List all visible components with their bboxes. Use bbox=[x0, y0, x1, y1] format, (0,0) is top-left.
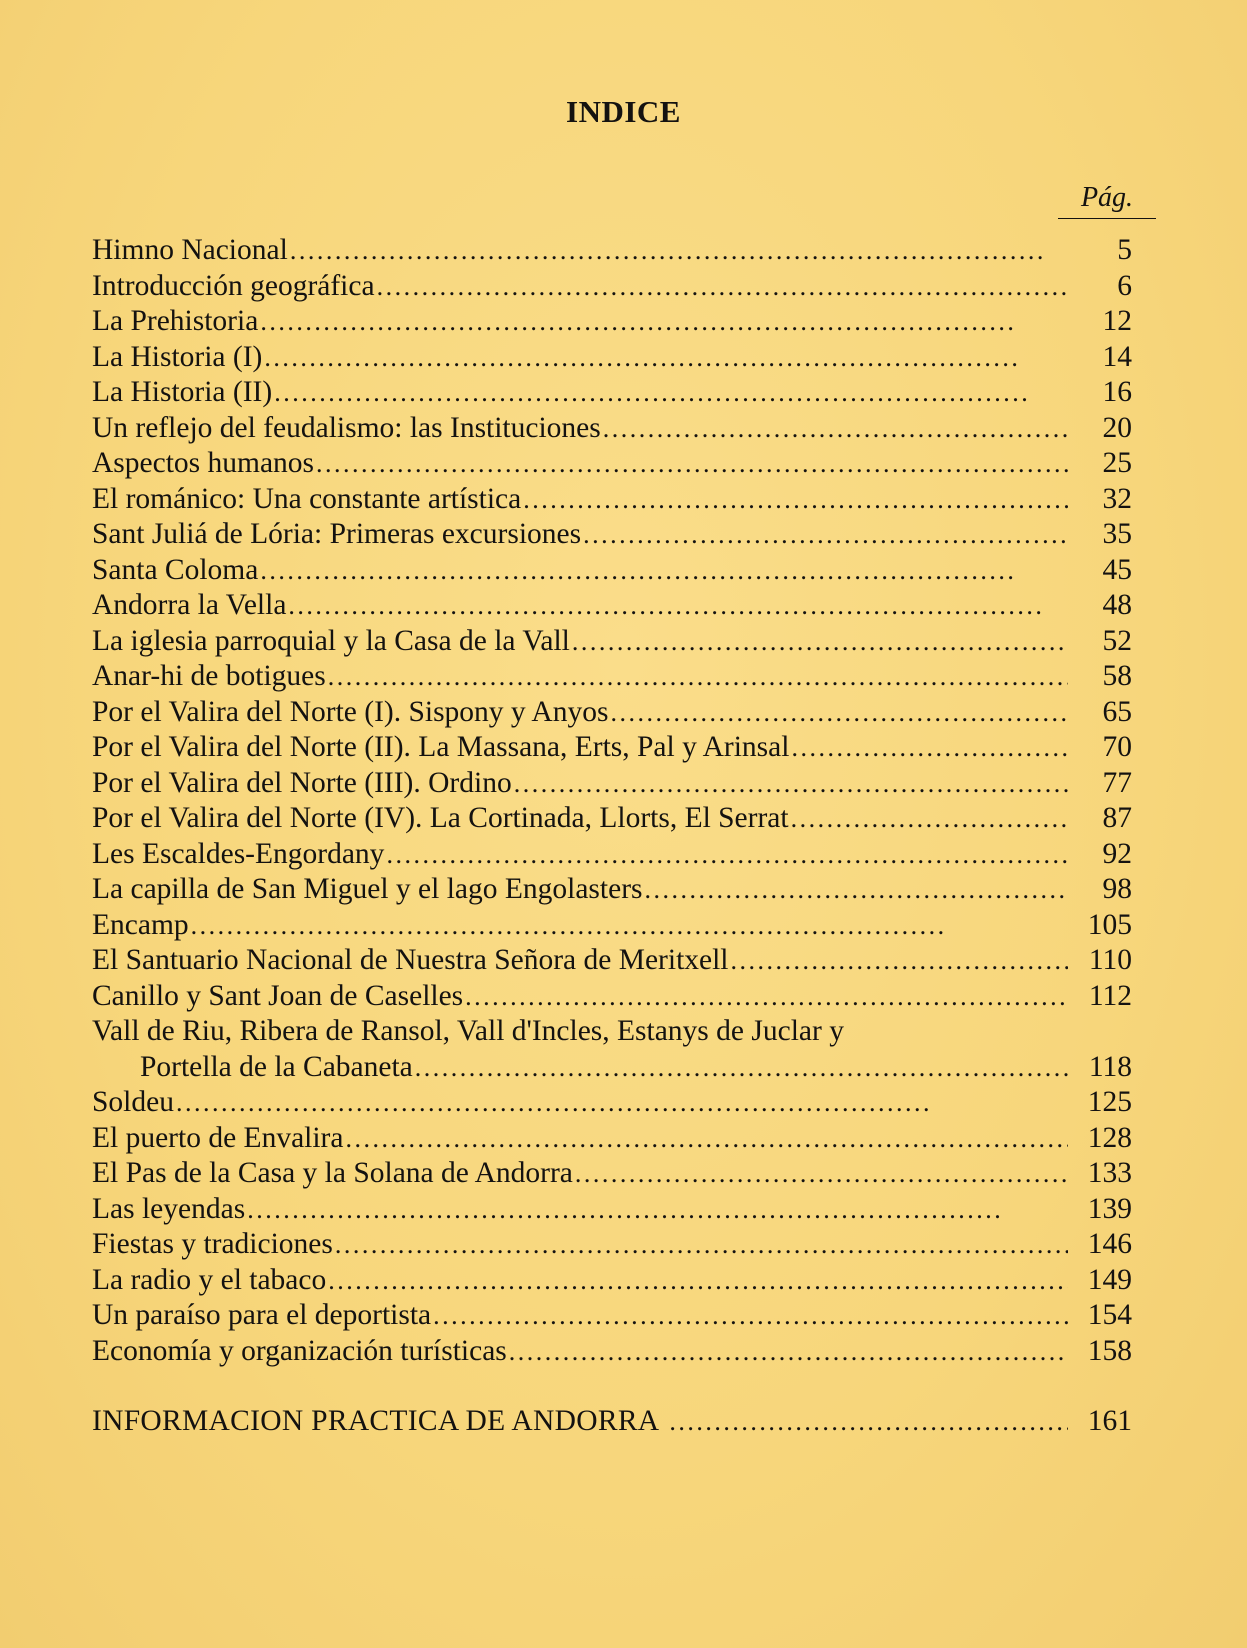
leader-dots bbox=[247, 1192, 1068, 1228]
toc-entry bbox=[92, 801, 1132, 837]
leader-dots bbox=[509, 1334, 1068, 1370]
leader-dots bbox=[415, 1050, 1068, 1086]
toc-entry-label: Himno Nacional bbox=[92, 234, 288, 266]
toc-entry bbox=[92, 1334, 1132, 1370]
toc-entry bbox=[92, 304, 1132, 340]
leader-dots bbox=[572, 624, 1068, 660]
leader-dots bbox=[328, 659, 1068, 695]
leader-dots bbox=[288, 588, 1068, 624]
toc-entry-label: Aspectos humanos bbox=[92, 447, 315, 479]
toc-entry bbox=[92, 624, 1132, 660]
toc-entry bbox=[92, 517, 1132, 553]
toc-entry bbox=[92, 837, 1132, 873]
toc-entry bbox=[92, 1298, 1132, 1334]
leader-dots bbox=[335, 1227, 1068, 1263]
toc-entry-label: Encamp bbox=[92, 908, 189, 941]
toc-entry-label: El románico: Una constante artística bbox=[92, 482, 522, 515]
toc-entry bbox=[92, 730, 1132, 766]
toc-entry-label: El Pas de la Casa y la Solana de Andorra bbox=[92, 1157, 573, 1189]
toc-page-number: 35 bbox=[1102, 518, 1132, 550]
toc-page-number: 125 bbox=[1087, 1086, 1132, 1118]
toc-entry-label: La radio y el tabaco bbox=[92, 1263, 327, 1296]
toc-page-number: 20 bbox=[1102, 411, 1132, 444]
toc-entry-label: Les Escaldes-Engordany bbox=[92, 837, 385, 870]
leader-dots bbox=[176, 1085, 1068, 1121]
toc-entry-label: Por el Valira del Norte (II). La Massana, Erts, Pal y Arinsal bbox=[92, 731, 790, 763]
toc-page-number: 105 bbox=[1087, 908, 1132, 941]
toc-entry bbox=[92, 588, 1132, 624]
toc-page-number: 128 bbox=[1087, 1121, 1132, 1154]
toc-entry bbox=[92, 269, 1132, 305]
toc-page-number: 14 bbox=[1102, 340, 1132, 373]
toc-entry bbox=[92, 1192, 1132, 1228]
leader-dots bbox=[260, 304, 1068, 340]
toc-page-number: 77 bbox=[1102, 766, 1132, 799]
leader-dots bbox=[583, 517, 1068, 553]
toc-entry-continuation bbox=[92, 1050, 1132, 1086]
leader-dots bbox=[523, 482, 1068, 518]
toc-entry bbox=[92, 1014, 1132, 1050]
toc-entry bbox=[92, 553, 1132, 589]
leader-dots bbox=[345, 1121, 1068, 1157]
toc-entry-label: La Prehistoria bbox=[92, 305, 259, 337]
toc-entry bbox=[92, 1085, 1132, 1121]
toc-entry bbox=[92, 1156, 1132, 1192]
leader-dots bbox=[316, 446, 1068, 482]
toc-entry bbox=[92, 446, 1132, 482]
leader-dots bbox=[731, 943, 1069, 979]
leader-dots bbox=[575, 1156, 1068, 1192]
leader-dots bbox=[669, 1407, 1068, 1437]
toc-page-number: 87 bbox=[1102, 802, 1132, 834]
toc-entry-label: Fiestas y tradiciones bbox=[92, 1228, 333, 1260]
toc-entry-label: Las leyendas bbox=[92, 1192, 246, 1225]
toc-page-number: 52 bbox=[1102, 624, 1132, 657]
toc-page-number: 16 bbox=[1102, 376, 1132, 408]
leader-dots bbox=[433, 1298, 1068, 1334]
leader-dots bbox=[260, 553, 1068, 589]
leader-dots bbox=[274, 375, 1068, 411]
leader-dots bbox=[328, 1263, 1068, 1299]
leader-dots bbox=[645, 872, 1068, 908]
toc-page-number: 6 bbox=[1117, 269, 1132, 302]
toc-entry-label: Economía y organización turísticas bbox=[92, 1334, 507, 1367]
page-title: INDICE bbox=[566, 94, 681, 129]
toc-entry-label: Un reflejo del feudalismo: las Instituciones bbox=[92, 411, 601, 444]
toc-entry-label-continuation: Portella de la Cabaneta bbox=[140, 1050, 413, 1083]
toc-entry-label: Vall de Riu, Ribera de Ransol, Vall d'Incles, Estanys de Juclar y bbox=[92, 1015, 844, 1047]
toc-page-number: 98 bbox=[1102, 873, 1132, 905]
toc-entry bbox=[92, 233, 1132, 269]
toc-entry-label: Por el Valira del Norte (I). Sispony y Anyos bbox=[92, 695, 609, 728]
toc-page-number: 158 bbox=[1087, 1334, 1132, 1367]
toc-page-number: 146 bbox=[1087, 1228, 1132, 1260]
leader-dots bbox=[791, 730, 1068, 766]
toc-entry-label: La capilla de San Miguel y el lago Engolasters bbox=[92, 873, 643, 905]
toc-page-number: 48 bbox=[1102, 589, 1132, 621]
toc-entry-label: El Santuario Nacional de Nuestra Señora de Meritxell bbox=[92, 944, 729, 976]
toc-entry bbox=[92, 979, 1132, 1015]
leader-dots bbox=[191, 908, 1068, 944]
leader-dots bbox=[264, 340, 1068, 376]
page-column-header: Pág. bbox=[1058, 182, 1156, 219]
toc-page-number: 149 bbox=[1087, 1263, 1132, 1296]
leader-dots bbox=[514, 766, 1068, 802]
leader-dots bbox=[377, 269, 1068, 305]
toc-entry bbox=[92, 659, 1132, 695]
toc-page-number: 32 bbox=[1102, 482, 1132, 515]
toc-entry-label: Santa Coloma bbox=[92, 553, 259, 586]
toc-entry-label: La iglesia parroquial y la Casa de la Vall bbox=[92, 624, 570, 657]
toc-entry bbox=[92, 766, 1132, 802]
leader-dots bbox=[465, 979, 1068, 1015]
toc-entry bbox=[92, 908, 1132, 944]
toc-page-number: 12 bbox=[1102, 305, 1132, 337]
toc-entry bbox=[92, 1227, 1132, 1263]
toc-entry bbox=[92, 1121, 1132, 1157]
toc-page-number: 25 bbox=[1102, 447, 1132, 479]
toc-entry bbox=[92, 1263, 1132, 1299]
toc-entry bbox=[92, 411, 1132, 447]
toc-page-number: 70 bbox=[1102, 731, 1132, 763]
toc-entry bbox=[92, 943, 1132, 979]
toc-page-number: 118 bbox=[1088, 1050, 1132, 1083]
toc-page-number: 45 bbox=[1102, 553, 1132, 586]
toc-page-number: 133 bbox=[1087, 1157, 1132, 1189]
table-of-contents bbox=[92, 233, 1132, 1369]
toc-page-number: 58 bbox=[1102, 660, 1132, 692]
toc-entry-label: Canillo y Sant Joan de Caselles bbox=[92, 979, 464, 1012]
toc-entry-label: Andorra la Vella bbox=[92, 589, 287, 621]
toc-entry-label: La Historia (II) bbox=[92, 376, 273, 408]
toc-page-number: 65 bbox=[1102, 695, 1132, 728]
toc-page-number: 161 bbox=[1087, 1405, 1132, 1437]
toc-entry bbox=[92, 872, 1132, 908]
toc-entry bbox=[92, 695, 1132, 731]
toc-entry-label: INFORMACION PRACTICA DE ANDORRA bbox=[92, 1405, 660, 1437]
toc-entry-label: El puerto de Envalira bbox=[92, 1121, 344, 1154]
leader-dots bbox=[603, 411, 1068, 447]
toc-entry-label: Anar-hi de botigues bbox=[92, 660, 326, 692]
toc-page-number: 112 bbox=[1088, 979, 1132, 1012]
toc-page-number: 92 bbox=[1102, 837, 1132, 870]
toc-page-number: 139 bbox=[1087, 1192, 1132, 1225]
toc-entry-label: Introducción geográfica bbox=[92, 269, 375, 302]
toc-entry-label: Soldeu bbox=[92, 1086, 174, 1118]
toc-entry-label: Un paraíso para el deportista bbox=[92, 1299, 432, 1331]
toc-entry bbox=[92, 340, 1132, 376]
toc-entry-label: Sant Juliá de Lória: Primeras excursiones bbox=[92, 518, 582, 550]
toc-entry-label: Por el Valira del Norte (IV). La Cortinada, Llorts, El Serrat bbox=[92, 802, 789, 834]
toc-page-number: 5 bbox=[1117, 234, 1132, 266]
final-toc-entry bbox=[92, 1405, 1132, 1438]
leader-dots bbox=[290, 233, 1068, 269]
toc-entry-label: Por el Valira del Norte (III). Ordino bbox=[92, 766, 512, 799]
toc-entry bbox=[92, 482, 1132, 518]
toc-page-number: 110 bbox=[1088, 944, 1132, 976]
leader-dots bbox=[610, 695, 1068, 731]
leader-dots bbox=[791, 801, 1068, 837]
toc-entry bbox=[92, 375, 1132, 411]
toc-entry-label: La Historia (I) bbox=[92, 340, 263, 373]
toc-page-number: 154 bbox=[1087, 1299, 1132, 1331]
leader-dots bbox=[386, 837, 1068, 873]
